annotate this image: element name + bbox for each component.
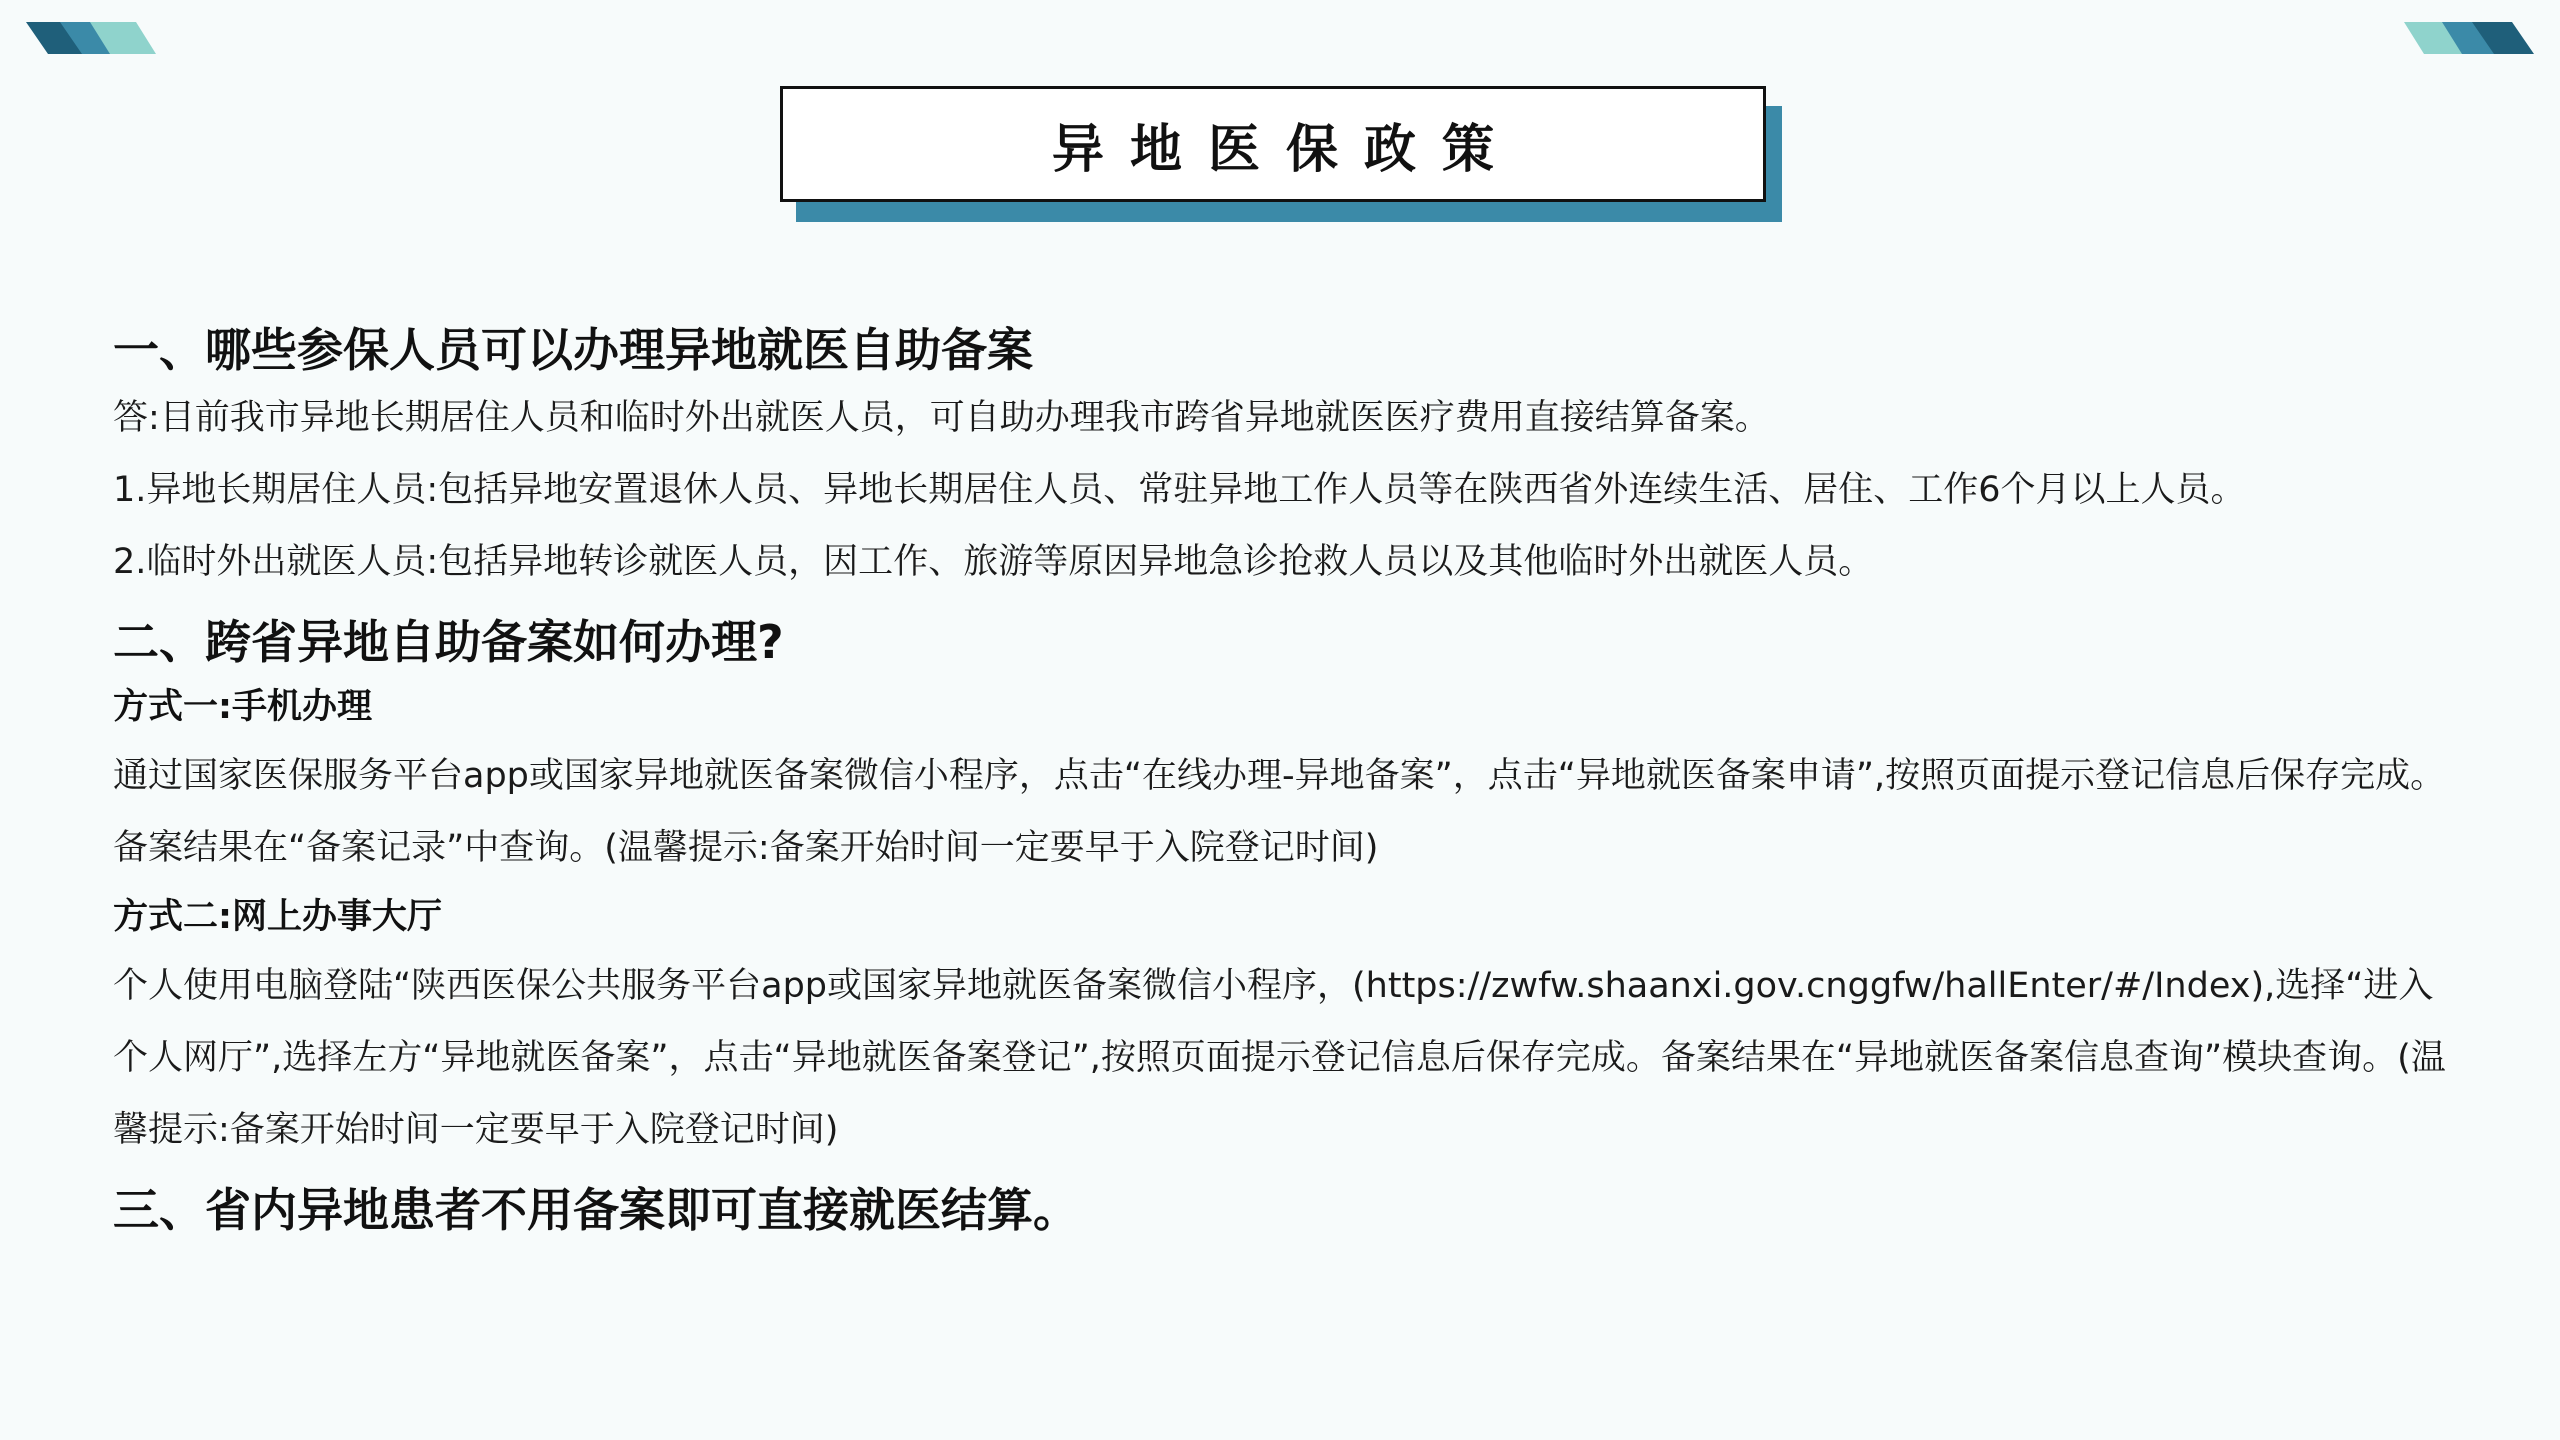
method-label: 方式二:网上办事大厅: [113, 897, 442, 937]
corner-stripes-icon: [26, 22, 162, 56]
method-text: 通过国家医保服务平台app或国家异地就医备案微信小程序，点击“在线办理-异地备案”，点击“异地就医备案申请”,按照页面提示登记信息后保存完成。备案结果在“备案记录”中查询。(温馨提示:备案开始时间一定要早于入院登记时间): [113, 756, 2446, 868]
section-paragraph: 1.异地长期居住人员:包括异地安置退休人员、异地长期居住人员、常驻异地工作人员等在陕西省外连续生活、居住、工作6个月以上人员。: [113, 470, 2246, 510]
section-heading: 二、跨省异地自助备案如何办理?: [113, 615, 784, 669]
title-box: [780, 86, 1766, 202]
page-title-panel: [780, 86, 1766, 202]
section-heading: 一、哪些参保人员可以办理异地就医自助备案: [113, 323, 1033, 377]
section-paragraph: 答:目前我市异地长期居住人员和临时外出就医人员，可自助办理我市跨省异地就医医疗费用直接结算备案。: [113, 398, 1770, 438]
section-heading: 三、省内异地患者不用备案即可直接就医结算。: [113, 1183, 1079, 1237]
corner-stripes-icon: [2398, 22, 2534, 56]
policy-content: [113, 318, 2453, 1242]
method-label: 方式一:手机办理: [113, 687, 372, 727]
page-title: 异地医保政策: [1051, 119, 1520, 180]
section-paragraph: 2.临时外出就医人员:包括异地转诊就医人员，因工作、旅游等原因异地急诊抢救人员以及其他临时外出就医人员。: [113, 542, 1874, 582]
method-text: 个人使用电脑登陆“陕西医保公共服务平台app或国家异地就医备案微信小程序，(https://zwfw.shaanxi.gov.cnggfw/hallEnter/#/Index),选择“进入个人网厅”,选择左方“异地就医备案”，点击“异地就医备案登记”,按照页面提示登记信息后保存完成。备案结果在“异地就医备案信息查询”模块查询。(温馨提示:备案开始时间一定要早于入院登记时间): [113, 966, 2446, 1150]
